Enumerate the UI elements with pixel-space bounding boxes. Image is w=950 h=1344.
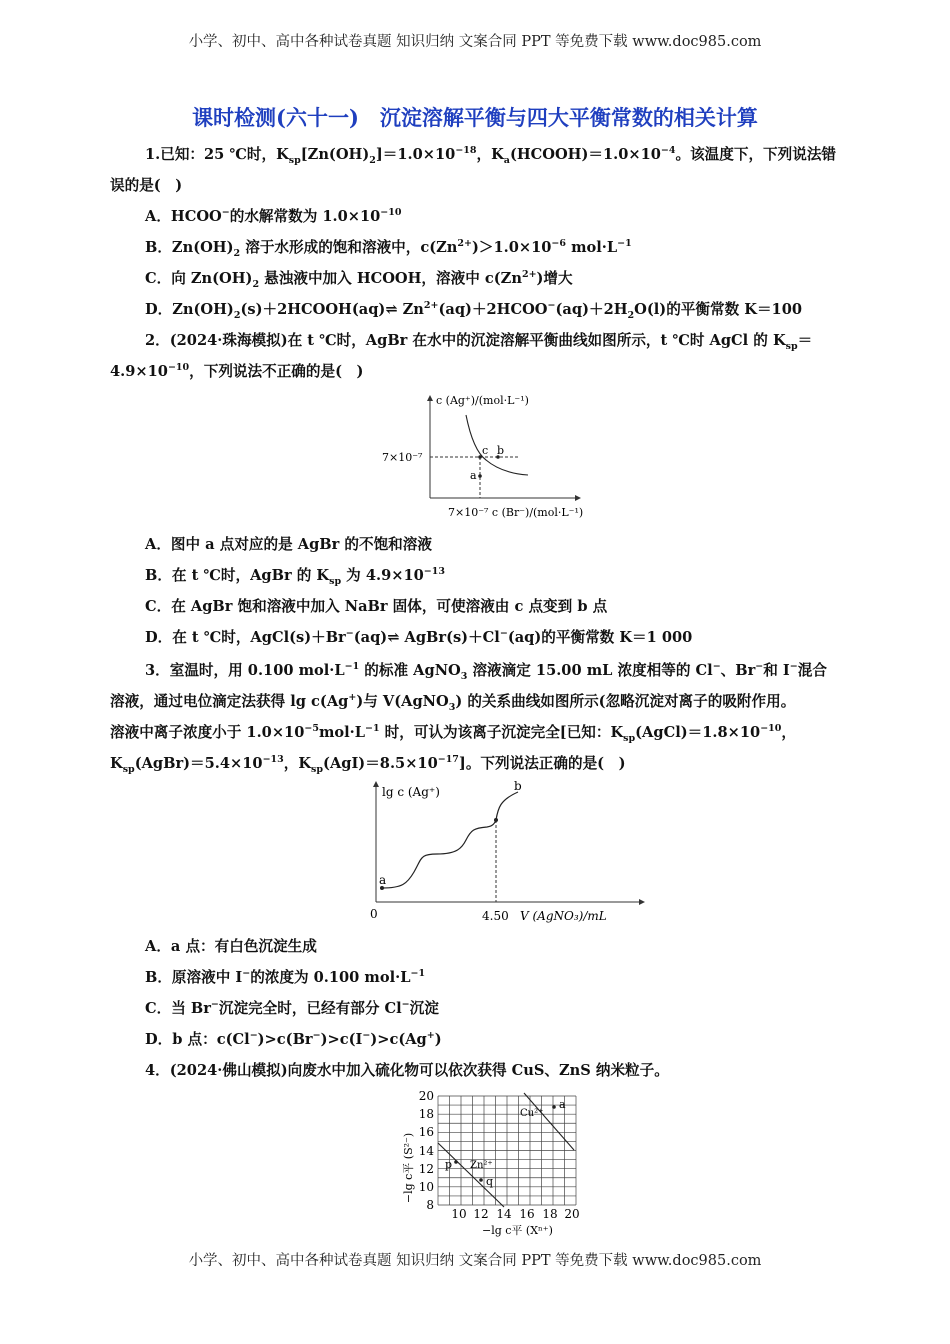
q4-y-tick: 10 (418, 1180, 434, 1194)
q3-origin: 0 (370, 907, 378, 921)
q3-figure (362, 780, 652, 928)
q4-point-a (552, 1105, 556, 1109)
q2-label-c: c (482, 444, 489, 457)
q1-option-a: A．HCOO−的水解常数为 $1.0\times 10^{-10}$ (145, 207, 402, 225)
q1-stem-line2: 误的是( ) (110, 177, 183, 194)
q1-option-b: B．$Zn(OH)_2$ 溶于水形成的饱和溶液中，$c(Zn^{2+})>1.0\times 10^{-6}$ $mol\cdot L^{-1}$ (145, 238, 632, 259)
q3-y-label: lg c (Ag⁺) (382, 785, 440, 799)
q4-point-p (454, 1160, 458, 1164)
q3-stem-line3: 溶液中离子浓度小于 $1.0\times 10^{-5}mol\cdot L^{-1}$ 时，可认为该离子沉淀完全[已知：$K_{sp}(AgCl)=1.8\times 10^{-10}$， (110, 723, 796, 744)
q4-zn-line (438, 1143, 504, 1207)
q3-x-tick: 4.50 (482, 909, 509, 923)
q4-x-tick: 12 (473, 1207, 489, 1221)
page-header: 小学、初中、高中各种试卷真题 知识归纳 文案合同 PPT 等免费下载 www.doc985.com (188, 34, 762, 50)
q4-figure (392, 1088, 592, 1238)
q2-option-a: A．图中 a 点对应的是 AgBr 的不饱和溶液 (145, 536, 432, 553)
q4-x-label: −lg c平 (Xⁿ⁺) (482, 1224, 553, 1237)
q4-y-tick: 16 (418, 1125, 434, 1139)
q4-label-p: p (445, 1158, 453, 1171)
q4-x-tick: 14 (496, 1207, 512, 1221)
q2-option-c: C．在 AgBr 饱和溶液中加入 NaBr 固体，可使溶液由 c 点变到 b 点 (145, 598, 608, 615)
q1-stem-line1: 1.已知：25 ℃时，$K_{sp}[Zn(OH)_2]=1.0\times 10^{-18}$，$K_a(HCOOH)=1.0\times 10^{-4}$。该温度下，下列说法错 (145, 145, 837, 166)
q1-option-d: D．$Zn(OH)_2(s)+2HCOOH(aq)\rightleftharpoons$ $Zn^{2+}(aq)+2HCOO^-(aq)+2H_2O(l)$的平衡常数 K＝100 (145, 300, 802, 321)
q4-label-a: a (559, 1098, 566, 1111)
q4-y-tick: 18 (418, 1107, 434, 1121)
q3-option-a: A．a 点：有白色沉淀生成 (145, 938, 317, 955)
q4-x-tick: 20 (564, 1207, 580, 1221)
q3-curve (382, 792, 518, 888)
q1-option-c: C．向 $Zn(OH)_2$ 悬浊液中加入 HCOOH，溶液中 $c(Zn^{2+})$增大 (145, 269, 573, 290)
q4-y-tick: 14 (418, 1144, 434, 1158)
q4-label-zn: Zn²⁺ (470, 1160, 493, 1171)
q3-stem-line1: 3．室温时，用 0.100 $mol\cdot L^{-1}$ 的标准 AgNO$_3$ 溶液滴定 15.00 mL 浓度相等的 Cl−、Br−和 I−混合 (145, 661, 827, 682)
q4-y-tick: 8 (426, 1198, 434, 1212)
q3-stem-line2: 溶液，通过电位滴定法获得 lg c(Ag+)与 V(AgNO$_3$) 的关系曲线如图所示(忽略沉淀对离子的吸附作用。 (110, 692, 796, 713)
q2-figure (378, 390, 608, 525)
q4-y-ticks (419, 1089, 435, 1212)
q2-option-b: B．在 t ℃时，AgBr 的 $K_{sp}$ 为 $4.9\times 10^{-13}$ (145, 566, 445, 587)
q2-stem-line1: 2．(2024·珠海模拟)在 t ℃时，AgBr 在水中的沉淀溶解平衡曲线如图所示，t ℃时 AgCl 的 $K_{sp}=$ (145, 332, 813, 352)
q4-x-tick: 18 (542, 1207, 558, 1221)
q4-y-tick: 20 (418, 1089, 434, 1103)
q4-x-ticks (451, 1207, 579, 1221)
q4-label-q: q (486, 1175, 494, 1188)
page-title: 课时检测(六十一) 沉淀溶解平衡与四大平衡常数的相关计算 (192, 105, 758, 130)
q2-x-label: 7×10⁻⁷ c (Br⁻)/(mol·L⁻¹) (448, 506, 584, 519)
q4-x-tick: 10 (451, 1207, 467, 1221)
q2-y-label: c (Ag⁺)/(mol·L⁻¹) (436, 394, 529, 407)
q3-option-d: D．b 点：c(Cl−)>c(Br−)>c(I−)>c(Ag+) (145, 1030, 442, 1048)
q4-grid (438, 1096, 576, 1205)
q3-option-c: C．当 Br−沉淀完全时，已经有部分 Cl−沉淀 (145, 999, 439, 1017)
q3-label-a: a (379, 873, 387, 887)
q3-x-label: V (AgNO₃)/mL (520, 909, 607, 923)
q2-label-b: b (497, 444, 505, 457)
q2-point-a (478, 474, 482, 478)
q3-point-eq (494, 818, 498, 822)
q3-stem-line4: $K_{sp}(AgBr)=5.4\times 10^{-13}$，$K_{sp}(AgI)=8.5\times 10^{-17}$]。下列说法正确的是( ) (110, 754, 626, 775)
q2-stem-line2: $4.9\times 10^{-10}$，下列说法不正确的是( ) (110, 362, 364, 380)
q2-option-d: D．在 t ℃时，AgCl(s)＋Br−(aq)⇌ AgBr(s)＋Cl−(aq)的平衡常数 K＝1 000 (145, 628, 693, 646)
q2-y-tick: 7×10⁻⁷ (382, 451, 423, 464)
q4-y-label: −lg c平 (S²⁻) (402, 1132, 415, 1204)
q4-point-q (479, 1178, 483, 1182)
q3-label-b: b (514, 780, 522, 793)
q4-label-cu: Cu²⁺ (520, 1108, 544, 1119)
q4-y-tick: 12 (418, 1162, 434, 1176)
q4-stem: 4．(2024·佛山模拟)向废水中加入硫化物可以依次获得 CuS、ZnS 纳米粒子。 (145, 1062, 669, 1079)
q3-option-b: B．原溶液中 I−的浓度为 0.100 $mol\cdot L^{-1}$ (145, 968, 426, 986)
page-footer: 小学、初中、高中各种试卷真题 知识归纳 文案合同 PPT 等免费下载 www.doc985.com (188, 1253, 762, 1269)
q4-x-tick: 16 (519, 1207, 535, 1221)
q2-label-a: a (470, 469, 477, 482)
